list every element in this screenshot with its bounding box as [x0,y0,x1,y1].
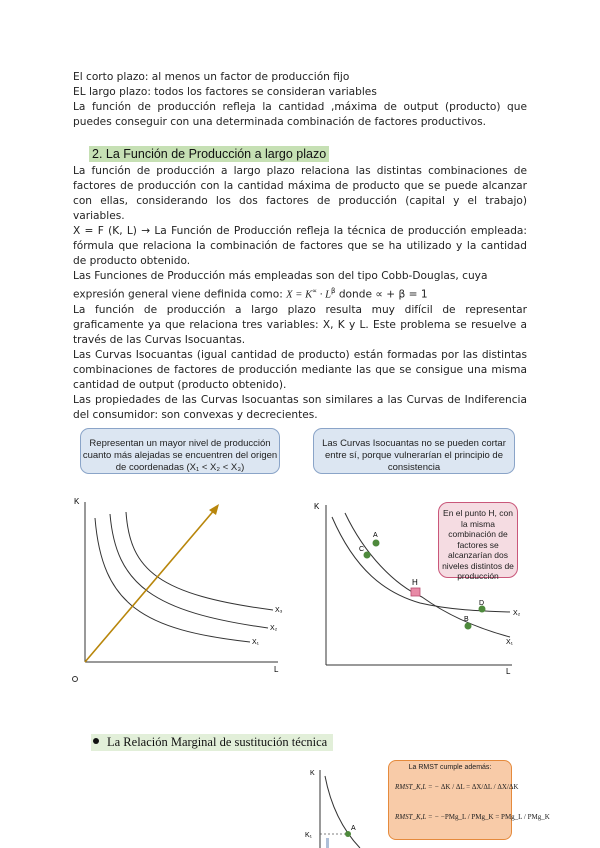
label-a: A [373,532,378,539]
rmst-f2-b: PMg_L / PMg_K [501,813,550,821]
label-x1-right: X₁ [506,639,514,646]
formula-dot-l: · L [317,289,331,301]
label-c: C [359,546,365,553]
label-x3: X₃ [275,607,283,614]
point-h [411,588,420,596]
bottom-rmst-graph [300,762,400,848]
intro-line-3: La función de producción refleja la cantidad ,máxima de output (producto) que puedes conseguir con una determinada combinación de factores productivos. [73,101,527,128]
intro-line-1: El corto plazo: al menos un factor de producción fijo [73,71,350,83]
paragraph-5: Las Curvas Isocuantas (igual cantidad de producto) están formadas por las distintas combinaciones de factores de producción mediante las que se consigue una misma cantidad de output (producto obtenido). [73,348,527,391]
rmst-f1-b: ΔX/ΔL / ΔX/ΔK [471,783,519,791]
callout-left: Representan un mayor nivel de producción cuanto más alejadas se encuentren del origen de coordenadas (X₁ < X₂ < X₃) [80,428,280,474]
p3b-prefix: expresión general viene definida como: [73,288,287,301]
bullet-heading-text: La Relación Marginal de sustitución técnica [107,735,328,749]
label-x2-right: X₂ [513,610,521,617]
label-b: B [464,616,469,623]
rmst-formula-1: RMST_K,L = − ΔK / ΔL = ΔX/ΔL / ΔX/ΔK [395,783,519,791]
bullet-heading [91,734,333,751]
intro-block [73,70,527,130]
paragraph-1: La función de producción a largo plazo relaciona las distintas combinaciones de factores de producción con la cantidad máxima de producto que se puede alcanzar con ellas, considerando los dos factores de producción (capital y el trabajo) variables. [73,165,527,222]
intro-line-2: EL largo plazo: todos los factores se consideran variables [73,86,377,98]
right-y-axis-label: K [314,502,320,511]
bottom-y-axis-label: K [310,770,315,777]
label-d: D [479,600,485,607]
paragraph-2: X = F (K, L) → La Función de Producción refleja la técnica de producción empleada: fórmula que relaciona la combinación de factores que se ha utilizado y la cantidad de producto obtenido. [73,225,527,267]
callout-right: Las Curvas Isocuantas no se pueden cortar entre sí, porque vulnerarían el principio de consistencia [313,428,515,474]
rmst-title: La RMST cumple además: [408,764,492,771]
section-heading: 2. La Función de Producción a largo plazo [89,146,329,162]
origin-marker [72,676,78,682]
paragraph-4: La función de producción a largo plazo resulta muy difícil de representar graficamente ya que relaciona tres variables: X, K y L. Este problema se resuelve a través de las Curvas Isocuantas. [73,303,527,346]
rmst-f1-lhs: RMST_K,L = − [395,783,440,791]
right-x-axis-label: L [506,667,511,675]
cobb-douglas-formula: X = K [286,289,313,301]
paragraph-6: Las propiedades de las Curvas Isocuantas son similares a las Curvas de Indiferencia del consumidor: son convexas y decrecientes. [73,393,527,421]
label-x2: X₂ [270,625,278,632]
point-a [373,540,380,547]
curve-x2 [110,514,268,628]
label-a-bottom: A [351,825,356,832]
rmst-box [388,760,550,840]
rmst-f2-a: −PMg_L / PMg_K [440,813,494,821]
rmst-f1-a: ΔK / ΔL [440,783,465,791]
step-marker [326,838,329,848]
body-block [73,164,527,423]
expansion-arrow [85,508,216,662]
callout-pink: En el punto H, con la misma combinación de factores se alcanzarían dos niveles distintos de producción [438,502,518,578]
rmst-formula-2: RMST_K,L = − −PMg_L / PMg_K = PMg_L / PMg_K [395,813,550,821]
alpha-exponent: ∝ [312,287,318,295]
bottom-curve [325,776,360,848]
left-x-axis-label: L [274,665,279,674]
k1-label: K₁ [305,832,313,839]
paragraph-3a: Las Funciones de Producción más empleadas son del tipo Cobb-Douglas, cuya [73,270,488,282]
left-y-axis-label: K [74,497,80,506]
point-c [364,552,371,559]
beta-exponent: β [331,287,336,295]
point-b [465,623,472,630]
label-x1: X₁ [252,639,260,646]
left-isoquant-graph [68,490,298,675]
label-h: H [412,578,418,587]
rmst-f2-lhs: RMST_K,L = − [395,813,440,821]
paragraph-3b [73,284,527,303]
bullet-dot [93,738,99,744]
p3b-suffix: donde ∝ + β = 1 [335,288,428,301]
